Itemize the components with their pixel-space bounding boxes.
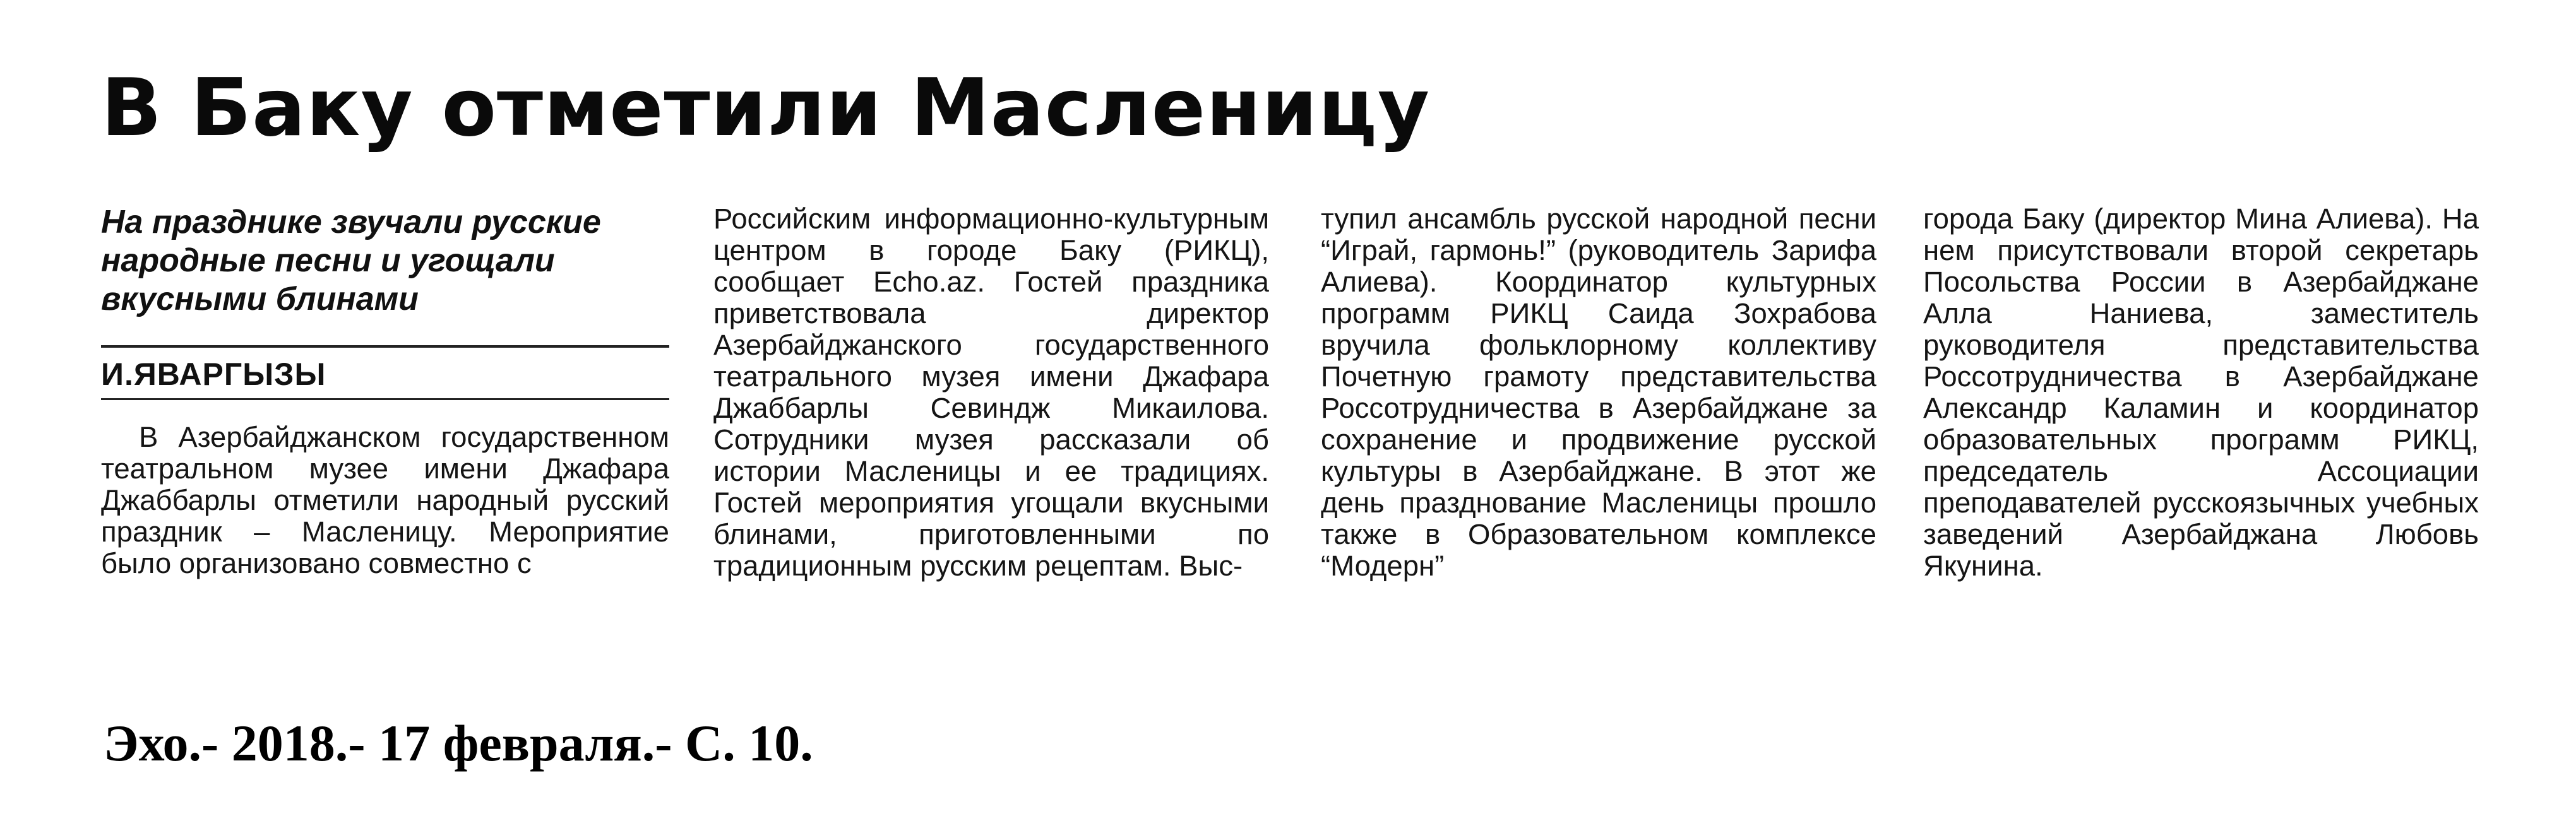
article-column-3 — [1321, 203, 1876, 582]
source-citation: Эхо.- 2018.- 17 февраля.- С. 10. — [104, 714, 813, 772]
article-column-1 — [101, 203, 669, 579]
article-body-column-2: Российским информационно-культурным центром в городе Баку (РИКЦ), сообщает Echo.az. Гостей праздника приветствовала директор Азербайджанского государственного театрального музея имени Джафара Джаббарлы Севиндж Микаилова. Сотрудники музея рассказали об истории Масленицы и ее традициях. Гостей мероприятия угощали вкусными блинами, приготовленными по традиционным русским рецептам. Выс- — [713, 203, 1269, 582]
article-body-column-4: города Баку (директор Мина Алиева). На нем присутствовали второй секретарь Посольства России в Азербайджане Алла Наниева, заместитель руководителя представительства Россотрудничества в Азербайджане Александр Каламин и координатор образовательных программ РИКЦ, председатель Ассоциации преподавателей русскоязычных учебных заведений Азербайджана Любовь Якунина. — [1923, 203, 2479, 582]
article-column-4 — [1923, 203, 2479, 582]
article-lead: На празднике звучали русские народные песни и угощали вкусными блинами — [101, 204, 601, 317]
article-column-2 — [713, 203, 1269, 582]
article-body-column-3: тупил ансамбль русской народной песни “Играй, гармонь!” (руководитель Зарифа Алиева). Координатор культурных программ РИКЦ Саида Зохрабова вручила фольклорному коллективу Почетную грамоту представительства Россотрудничества в Азербайджане за сохранение и продвижение русской культуры в Азербайджане. В этот же день празднование Масленицы прошло также в Образовательном комплексе “Модерн” — [1321, 203, 1876, 582]
article-headline: В Баку отметили Масленицу — [101, 61, 1430, 154]
article-author: И.ЯВАРГЫЗЫ — [101, 357, 326, 392]
article-body-column-1: В Азербайджанском государственном театральном музее имени Джафара Джаббарлы отметили народный русский праздник – Масленицу. Мероприятие было организовано совместно с — [101, 421, 669, 579]
author-block — [101, 345, 669, 400]
